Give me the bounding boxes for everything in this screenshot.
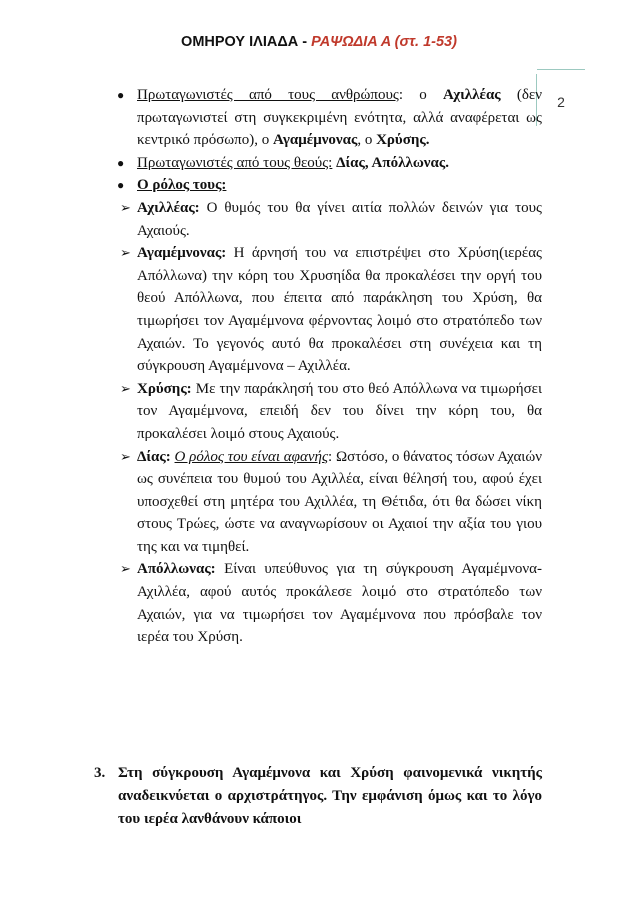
gods-names: Δίας, Απόλλωνας. — [336, 154, 449, 171]
bullet-item — [110, 84, 542, 152]
arrow-bullet-icon: ➢ — [120, 448, 131, 464]
role-name: Αχιλλέας: — [137, 199, 200, 216]
role-emphasis: Ο ρόλος του είναι αφανής — [174, 448, 329, 465]
role-item — [110, 242, 542, 378]
role-item — [110, 446, 542, 559]
page-number: 2 — [557, 94, 565, 110]
role-item — [110, 558, 542, 648]
role-name: Αγαμέμνονας: — [137, 245, 227, 262]
arrow-bullet-icon: ➢ — [120, 199, 131, 215]
bullet-dot-icon: ● — [117, 155, 125, 170]
role-text: Είναι υπεύθυνος για τη σύγκρουση Αγαμέμνονα-Αχιλλέα, αφού αυτός προκάλεσε λοιμό στο στρατόπεδο των Αχαιών, για να τιμωρήσει τον Αγαμέμνονα που πρόσβαλε τον ιερέα του Χρύση. — [137, 561, 542, 646]
person-name: Χρύσης. — [376, 132, 430, 149]
page-number-box — [536, 74, 585, 126]
header-title: ΟΜΗΡΟΥ ΙΛΙΑΔΑ - — [181, 34, 308, 50]
role-text: Ο θυμός του θα γίνει αιτία πολλών δεινών για τους Αχαιούς. — [137, 199, 542, 239]
role-name: Απόλλωνας: — [137, 561, 216, 578]
person-name: Αχιλλέας — [442, 87, 501, 103]
bullet-dot-icon: ● — [117, 178, 125, 193]
arrow-bullet-icon: ➢ — [120, 380, 131, 396]
bullet-text: , ο — [357, 132, 377, 149]
page-content — [110, 84, 542, 649]
question-text: Στη σύγκρουση Αγαμέμνονα και Χρύση φαινομενικά νικητής αναδεικνύεται ο αρχιστράτηγος. Την εμφάνιση όμως και το λόγο του ιερέα λανθάνουν κάποιοι — [118, 765, 542, 827]
header-subtitle: ΡΑΨΩΔΙΑ Α (στ. 1-53) — [311, 34, 457, 50]
role-name: Δίας: — [137, 448, 171, 465]
question-number: 3. — [94, 765, 106, 781]
arrow-bullet-icon: ➢ — [120, 561, 131, 577]
role-text: : Ωστόσο, ο θάνατος τόσων Αχαιών ως συνέπεια του θυμού του Αχιλλέα, είναι θέλησή του, αφού έχει υποσχεθεί στη μητέρα του Αχιλλέα, τη Θέτιδα, ότι θα δώσει νίκη στους Τρώες, ώστε να αναγνωρίσουν οι Αχαιοί την αξία του γιου της και να τιμηθεί. — [137, 448, 542, 555]
bullet-label: Ο ρόλος τους: — [137, 177, 227, 194]
role-name: Χρύσης: — [137, 380, 192, 397]
bullet-label: Πρωταγωνιστές από τους θεούς: — [137, 154, 333, 171]
bullet-item — [110, 152, 542, 175]
bullet-text: (δεν πρωταγωνιστεί στη συγκεκριμένη ενότητα, αλλά αναφέρεται ως κεντρικό πρόσωπο), ο — [137, 87, 543, 149]
page-header — [0, 34, 638, 50]
role-text: Η άρνησή του να επιστρέψει στο Χρύση(ιερέας Απόλλωνα) την κόρη του Χρυσηίδα θα προκαλέσει την οργή του θεού Απόλλωνα, που έπειτα από παράκληση του Χρύση, θα τιμωρήσει τον Αγαμέμνονα φέρνοντας λοιμό στο στρατόπεδο των Αχαιών. Το γεγονός αυτό θα προκαλέσει στη συνέχεια και τη σύγκρουση Αγαμέμνονα – Αχιλλέα. — [137, 245, 542, 375]
question-3 — [94, 762, 542, 831]
role-item — [110, 378, 542, 446]
person-name: Αγαμέμνονας — [273, 132, 358, 149]
bullet-dot-icon: ● — [117, 88, 125, 102]
role-item — [110, 197, 542, 242]
bullet-text: : ο — [398, 87, 443, 103]
bullet-item — [110, 174, 542, 197]
arrow-bullet-icon: ➢ — [120, 245, 131, 261]
bullet-label: Πρωταγωνιστές από τους ανθρώπους — [137, 87, 399, 103]
role-text: Με την παράκλησή του στο θεό Απόλλωνα να τιμωρήσει τον Αγαμέμνονα, επειδή δεν του δίνει την κόρη του, θα προκαλέσει λοιμό στους Αχαιούς. — [137, 380, 542, 442]
